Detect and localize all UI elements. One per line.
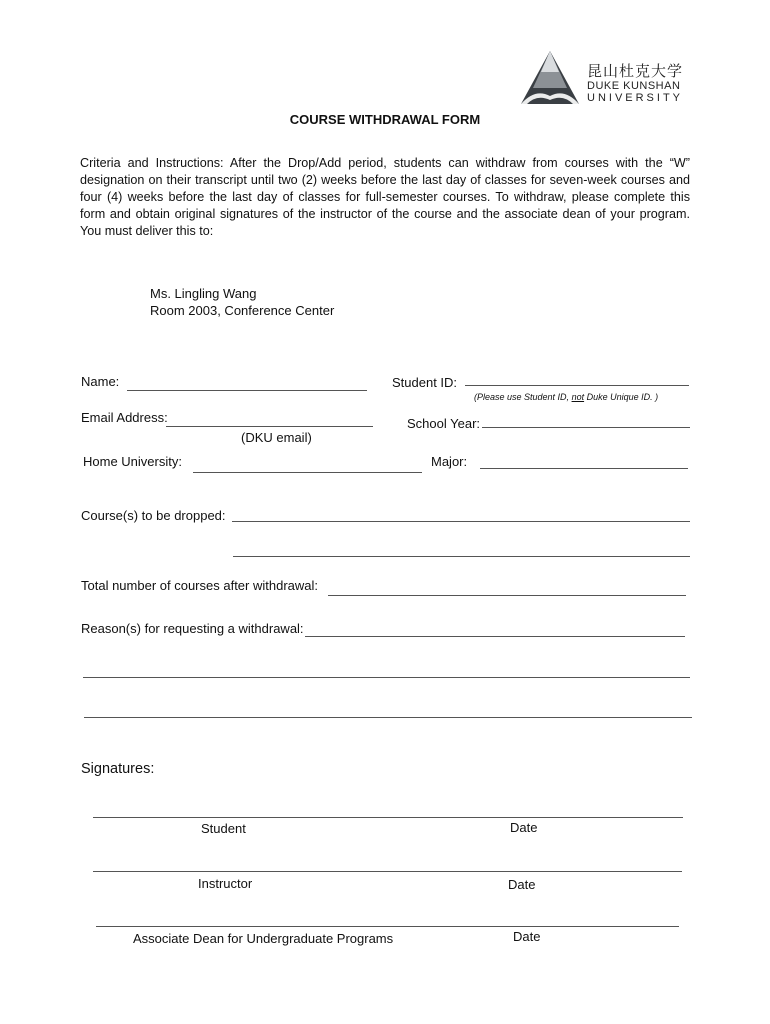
- courses-label: Course(s) to be dropped:: [81, 508, 226, 523]
- major-field[interactable]: [480, 468, 688, 469]
- email-label: Email Address:: [81, 410, 168, 425]
- reason-field-1[interactable]: [305, 636, 685, 637]
- student-signature-line[interactable]: [93, 817, 683, 818]
- courses-field-1[interactable]: [232, 521, 690, 522]
- total-courses-label: Total number of courses after withdrawal:: [81, 578, 318, 593]
- major-label: Major:: [431, 454, 468, 469]
- reason-field-2[interactable]: [83, 677, 690, 678]
- school-year-field[interactable]: [482, 427, 690, 428]
- home-university-field[interactable]: [193, 472, 422, 473]
- logo-chinese-name: 昆山杜克大学: [587, 62, 684, 80]
- recipient-name: Ms. Lingling Wang: [150, 286, 257, 301]
- student-id-note-pre: (Please use Student ID,: [474, 392, 572, 402]
- name-field[interactable]: [127, 390, 367, 391]
- instructor-signature-label: Instructor: [198, 876, 253, 891]
- instructor-signature-line[interactable]: [93, 871, 682, 872]
- courses-field-2[interactable]: [233, 556, 690, 557]
- university-logo: [519, 48, 689, 106]
- student-date-label: Date: [510, 820, 538, 835]
- student-id-field[interactable]: [465, 385, 689, 386]
- instructions-paragraph: Criteria and Instructions: After the Drop/Add period, students can withdraw from courses with the “W” designation on their transcript until two (2) weeks before the last day of classes for seven-week courses and four (4) weeks before the last day of classes for full-semester courses. To withdraw, please complete this form and obtain original signatures of the instructor of the course and the associate dean of your program. You must deliver this to:: [80, 156, 690, 238]
- student-id-note-not: not: [571, 392, 585, 402]
- logo-name-line1: DUKE KUNSHAN: [587, 80, 681, 92]
- instructor-date-label: Date: [508, 877, 536, 892]
- name-label: Name:: [81, 374, 120, 389]
- dean-date-label: Date: [513, 929, 541, 944]
- recipient-room: Room 2003, Conference Center: [150, 303, 335, 318]
- logo-mountain-icon: [519, 48, 581, 106]
- signatures-heading: Signatures:: [81, 761, 155, 777]
- school-year-label: School Year:: [407, 416, 481, 431]
- logo-name-line2: UNIVERSITY: [587, 92, 684, 104]
- form-title: COURSE WITHDRAWAL FORM: [289, 112, 481, 127]
- student-id-note: [474, 392, 658, 402]
- reason-label: Reason(s) for requesting a withdrawal:: [81, 621, 304, 636]
- dean-signature-label: Associate Dean for Undergraduate Programs: [133, 931, 394, 946]
- student-id-note-post: Duke Unique ID. ): [584, 392, 659, 402]
- home-university-label: Home University:: [83, 454, 182, 469]
- reason-field-3[interactable]: [84, 717, 692, 718]
- total-courses-field[interactable]: [328, 595, 686, 596]
- dean-signature-line[interactable]: [96, 926, 679, 927]
- student-signature-label: Student: [201, 821, 246, 836]
- student-id-label: Student ID:: [392, 375, 458, 390]
- email-field[interactable]: [166, 426, 373, 427]
- email-note: (DKU email): [241, 430, 312, 445]
